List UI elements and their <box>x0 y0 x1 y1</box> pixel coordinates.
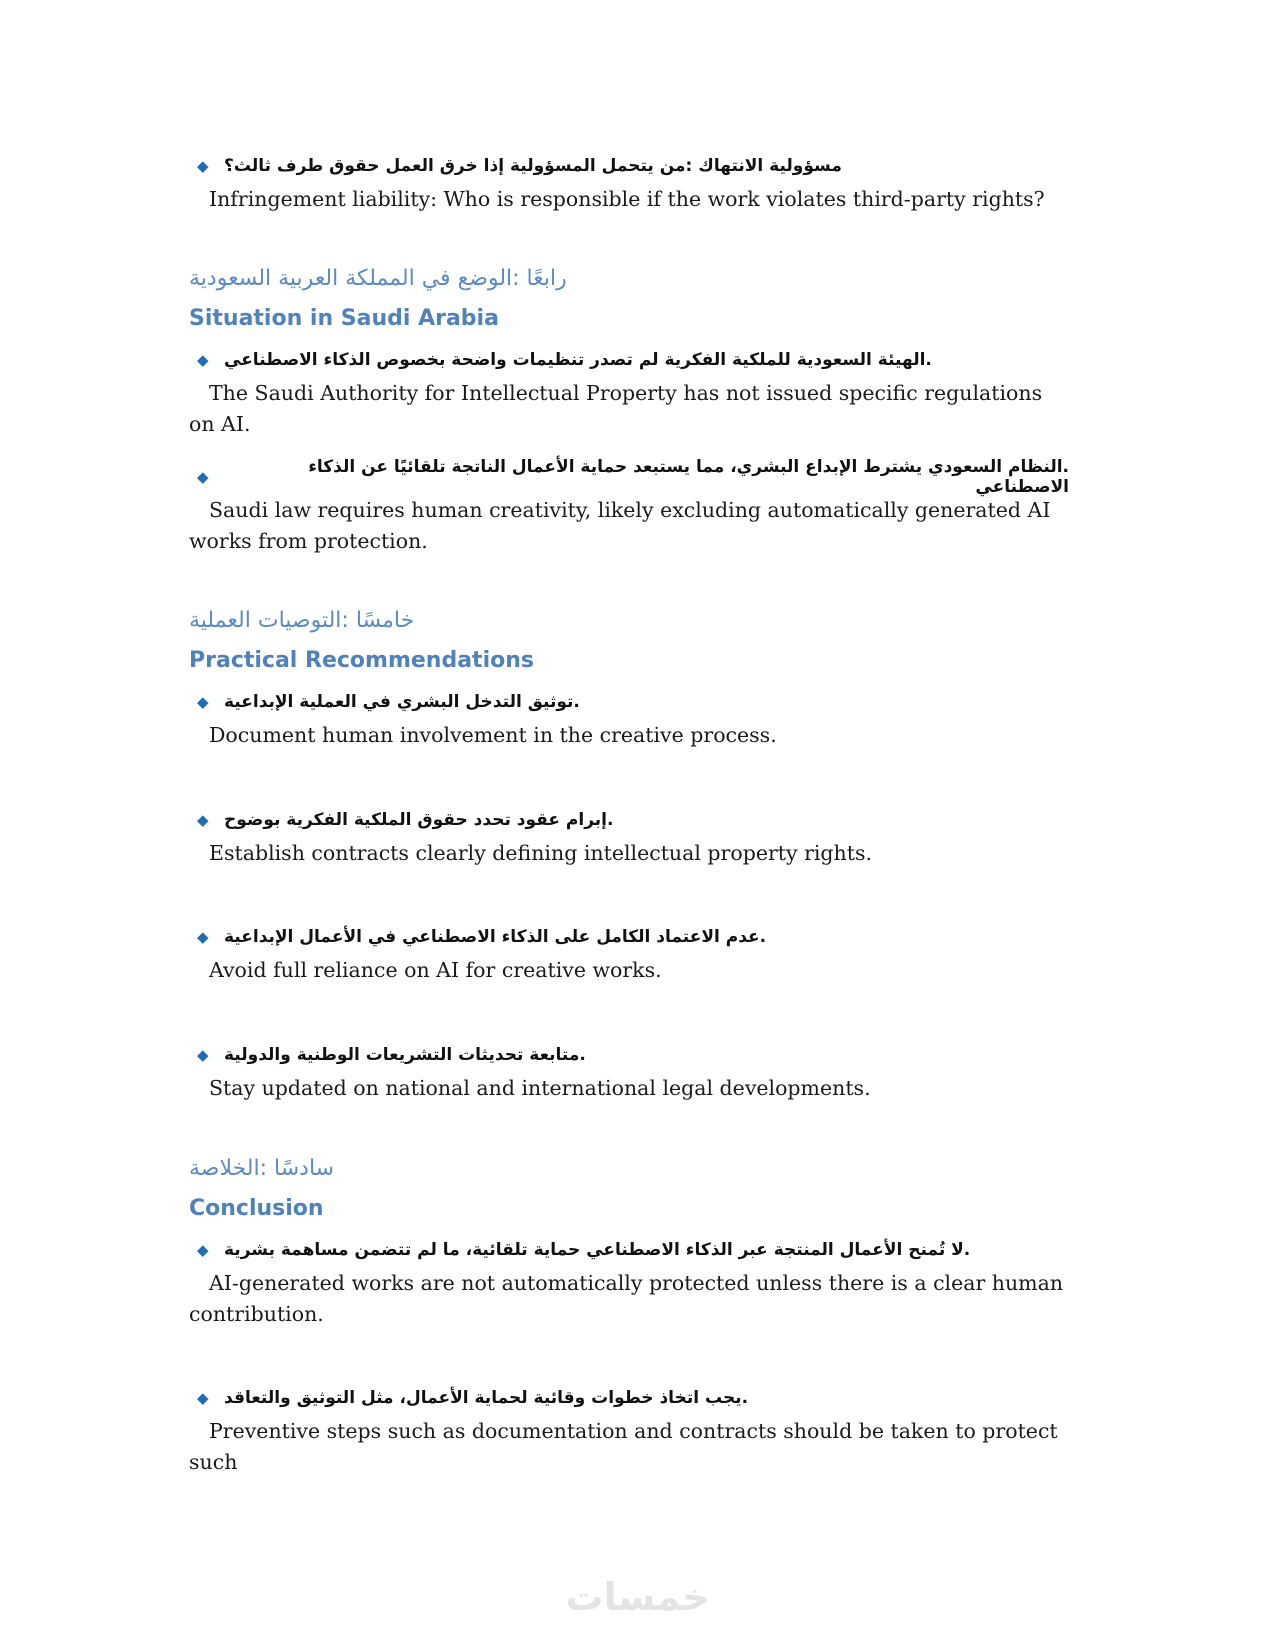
english-text: Infringement liability: Who is responsible if the work violates third-party rights? <box>209 187 1045 211</box>
arabic-text: .الهيئة السعودية للملكية الفكرية لم تصدر تنظيمات واضحة بخصوص الذكاء الاصطناعي <box>224 350 932 370</box>
arabic-text: مسؤولية الانتهاك :من يتحمل المسؤولية إذا خرق العمل حقوق طرف ثالث؟ <box>224 156 842 176</box>
heading-arabic: خامسًا :التوصيات العملية <box>189 608 415 633</box>
diamond-bullet-icon: ◆ <box>197 1046 209 1064</box>
arabic-text: .متابعة تحديثات التشريعات الوطنية والدولية <box>224 1045 586 1065</box>
bullet-item <box>189 152 1069 215</box>
heading-english: Practical Recommendations <box>189 648 534 673</box>
heading-arabic: رابعًا :الوضع في المملكة العربية السعودية <box>189 266 567 291</box>
diamond-bullet-icon: ◆ <box>197 468 209 486</box>
diamond-bullet-icon: ◆ <box>197 351 209 369</box>
diamond-bullet-icon: ◆ <box>197 1389 209 1407</box>
english-text: Saudi law requires human creativity, likely excluding automatically generated AI works from protection. <box>189 498 1051 553</box>
bullet-item <box>189 806 1069 869</box>
arabic-text: .عدم الاعتماد الكامل على الذكاء الاصطناعي في الأعمال الإبداعية <box>224 927 767 947</box>
arabic-text: .النظام السعودي يشترط الإبداع البشري، مما يستبعد حماية الأعمال الناتجة تلقائيًا عن الذكاء الاصطناعي <box>308 457 1069 497</box>
bullet-item <box>189 1384 1069 1478</box>
arabic-text: .لا تُمنح الأعمال المنتجة عبر الذكاء الاصطناعي حماية تلقائية، ما لم تتضمن مساهمة بشرية <box>224 1240 971 1260</box>
arabic-text: .توثيق التدخل البشري في العملية الإبداعية <box>224 692 580 712</box>
heading-arabic: سادسًا :الخلاصة <box>189 1156 335 1181</box>
bullet-item <box>189 346 1069 440</box>
english-text: Avoid full reliance on AI for creative works. <box>209 958 662 982</box>
watermark-logo: خمسات <box>565 1575 710 1619</box>
heading-english: Conclusion <box>189 1196 324 1221</box>
bullet-item <box>189 457 1069 557</box>
english-text: AI-generated works are not automatically protected unless there is a clear human contribution. <box>189 1271 1064 1326</box>
diamond-bullet-icon: ◆ <box>197 1241 209 1259</box>
diamond-bullet-icon: ◆ <box>197 928 209 946</box>
section-heading <box>189 266 1069 331</box>
arabic-text: .إبرام عقود تحدد حقوق الملكية الفكرية بوضوح <box>224 810 614 830</box>
arabic-text: .يجب اتخاذ خطوات وقائية لحماية الأعمال، مثل التوثيق والتعاقد <box>224 1388 749 1408</box>
diamond-bullet-icon: ◆ <box>197 811 209 829</box>
bullet-item <box>189 923 1069 986</box>
bullet-item <box>189 1236 1069 1330</box>
section-heading <box>189 608 1069 673</box>
diamond-bullet-icon: ◆ <box>197 693 209 711</box>
heading-english: Situation in Saudi Arabia <box>189 306 499 331</box>
english-text: Preventive steps such as documentation and contracts should be taken to protect such <box>189 1419 1058 1474</box>
bullet-item <box>189 1041 1069 1104</box>
diamond-bullet-icon: ◆ <box>197 157 209 175</box>
english-text: The Saudi Authority for Intellectual Property has not issued specific regulations on AI. <box>189 381 1043 436</box>
section-heading <box>189 1156 1069 1221</box>
english-text: Document human involvement in the creative process. <box>209 723 777 747</box>
bullet-item <box>189 688 1069 751</box>
english-text: Establish contracts clearly defining intellectual property rights. <box>209 841 873 865</box>
english-text: Stay updated on national and international legal developments. <box>209 1076 871 1100</box>
